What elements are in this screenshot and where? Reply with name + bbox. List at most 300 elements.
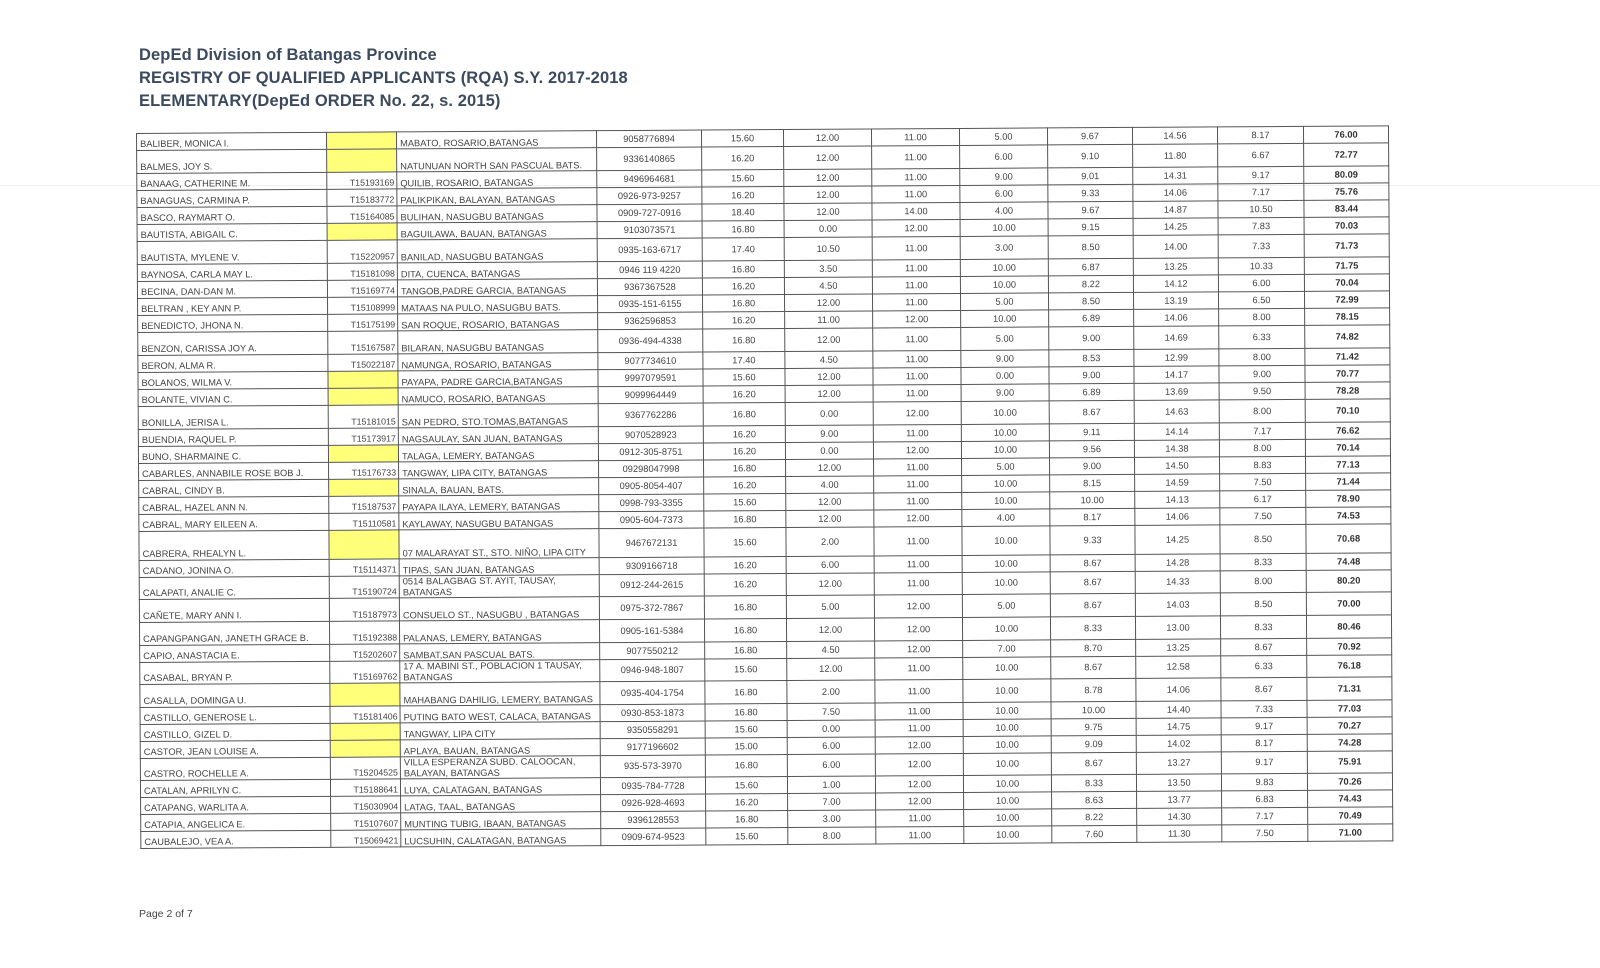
total-score-cell: 71.44 (1306, 473, 1391, 491)
score-cell-2: 11.00 (785, 311, 873, 329)
score-cell-7: 7.50 (1220, 507, 1306, 525)
applicant-name-cell: BECINA, DAN-DAN M. (137, 280, 327, 298)
score-cell-3: 12.00 (873, 441, 961, 459)
score-cell-7: 7.17 (1222, 807, 1308, 825)
contact-number-cell: 9070528923 (598, 426, 703, 444)
score-cell-4: 5.00 (962, 458, 1050, 476)
score-cell-2: 12.00 (784, 294, 872, 312)
contact-number-cell: 0912-244-2615 (599, 574, 704, 597)
application-code-cell (330, 740, 400, 757)
address-cell: DITA, CUENCA, BATANGAS (397, 262, 597, 280)
score-cell-3: 12.00 (873, 401, 961, 425)
contact-number-cell: 0936-494-4338 (598, 329, 703, 353)
score-cell-7: 8.00 (1219, 348, 1305, 366)
score-cell-2: 4.50 (784, 277, 872, 295)
score-cell-6: 14.13 (1135, 491, 1220, 509)
address-cell: TANGWAY, LIPA CITY, BATANGAS (399, 461, 599, 479)
score-cell-2: 3.00 (788, 810, 876, 828)
score-cell-3: 11.00 (872, 276, 960, 294)
score-cell-2: 2.00 (786, 527, 874, 557)
score-cell-7: 7.33 (1218, 234, 1304, 258)
score-cell-2: 10.50 (784, 237, 872, 261)
applicant-name-cell: BAUTISTA, ABIGAIL C. (137, 223, 327, 241)
score-cell-1: 16.80 (705, 681, 787, 705)
applicant-name-cell: CASTRO, ROCHELLE A. (140, 757, 330, 780)
score-cell-2: 0.00 (785, 442, 873, 460)
applicant-name-cell: BOLANTE, VIVIAN C. (138, 388, 328, 406)
total-score-cell: 70.03 (1304, 217, 1389, 235)
application-code-cell (328, 371, 398, 388)
application-code-cell: T15181406 (330, 706, 400, 723)
total-score-cell: 78.90 (1306, 490, 1391, 508)
address-cell: CONSUELO ST., NASUGBU , BATANGAS (399, 597, 599, 621)
score-cell-2: 0.00 (787, 720, 875, 738)
score-cell-7: 8.00 (1219, 308, 1305, 326)
applicant-name-cell: CABRAL, MARY EILEEN A. (139, 513, 329, 531)
score-cell-7: 6.17 (1220, 490, 1306, 508)
score-cell-7: 8.50 (1220, 524, 1306, 554)
score-cell-3: 11.00 (876, 809, 964, 827)
address-cell: PAYAPA, PADRE GARCIA,BATANGAS (398, 370, 598, 388)
contact-number-cell: 9496964681 (597, 170, 702, 188)
contact-number-cell: 9362596853 (598, 312, 703, 330)
score-cell-2: 0.00 (784, 220, 872, 238)
applicant-name-cell: BONILLA, JERISA L. (138, 405, 328, 429)
score-cell-1: 15.00 (705, 738, 787, 756)
total-score-cell: 78.28 (1305, 382, 1390, 400)
applicant-name-cell: CATAPANG, WARLITA A. (141, 796, 331, 814)
score-cell-7: 7.33 (1221, 700, 1307, 718)
address-cell: LUCSUHIN, CALATAGAN, BATANGAS (401, 829, 601, 847)
applicant-name-cell: BALIBER, MONICA I. (137, 132, 327, 150)
score-cell-3: 14.00 (872, 202, 960, 220)
score-cell-3: 11.00 (872, 185, 960, 203)
score-cell-4: 10.00 (960, 219, 1048, 237)
score-cell-6: 14.00 (1133, 235, 1218, 259)
total-score-cell: 71.31 (1307, 677, 1392, 701)
score-cell-1: 16.20 (704, 574, 786, 597)
contact-number-cell: 0926-973-9257 (597, 187, 702, 205)
registry-table-wrapper (136, 125, 1393, 849)
contact-number-cell: 9103073571 (597, 221, 702, 239)
score-cell-6: 14.87 (1133, 201, 1218, 219)
score-cell-1: 15.60 (701, 130, 783, 148)
total-score-cell: 71.00 (1308, 824, 1393, 842)
contact-number-cell: 0935-163-6717 (597, 238, 702, 262)
total-score-cell: 70.26 (1307, 773, 1392, 791)
score-cell-4: 5.00 (961, 327, 1049, 351)
address-cell: MAHABANG DAHILIG, LEMERY, BATANGAS (400, 682, 600, 706)
score-cell-1: 17.40 (702, 238, 784, 262)
contact-number-cell: 9396128553 (601, 811, 706, 829)
application-code-cell: T15176733 (329, 462, 399, 479)
score-cell-4: 10.00 (963, 679, 1051, 703)
score-cell-6: 14.06 (1133, 184, 1218, 202)
total-score-cell: 74.28 (1307, 734, 1392, 752)
score-cell-3: 11.00 (875, 719, 963, 737)
score-cell-7: 7.83 (1218, 217, 1304, 235)
score-cell-6: 14.06 (1134, 309, 1219, 327)
contact-number-cell: 0998-793-3355 (599, 494, 704, 512)
score-cell-6: 14.12 (1133, 275, 1218, 293)
applicant-name-cell: BAYNOSA, CARLA MAY L. (137, 263, 327, 281)
application-code-cell (330, 723, 400, 740)
score-cell-3: 11.00 (875, 657, 963, 680)
score-cell-5: 9.75 (1051, 718, 1136, 736)
application-code-cell: T15187537 (329, 496, 399, 513)
score-cell-4: 10.00 (964, 826, 1052, 844)
score-cell-3: 12.00 (875, 753, 963, 776)
score-cell-3: 11.00 (873, 327, 961, 351)
contact-number-cell: 9367762286 (598, 403, 703, 427)
score-cell-6: 11.80 (1133, 144, 1218, 168)
contact-number-cell: 0935-784-7728 (600, 777, 705, 795)
score-cell-3: 11.00 (875, 679, 963, 703)
application-code-cell: T15175199 (328, 314, 398, 331)
score-cell-5: 8.22 (1052, 808, 1137, 826)
address-cell: BULIHAN, NASUGBU BATANGAS (397, 205, 597, 223)
score-cell-7: 8.33 (1220, 553, 1306, 571)
score-cell-4: 10.00 (964, 809, 1052, 827)
applicant-name-cell: BENEDICTO, JHONA N. (138, 314, 328, 332)
applicant-name-cell: BUNO, SHARMAINE C. (138, 445, 328, 463)
applicant-name-cell: CABARLES, ANNABILE ROSE BOB J. (139, 462, 329, 480)
score-cell-6: 14.06 (1136, 678, 1221, 702)
score-cell-7: 7.50 (1220, 473, 1306, 491)
application-code-cell: T15202607 (330, 644, 400, 661)
score-cell-6: 14.56 (1132, 127, 1217, 145)
total-score-cell: 76.00 (1303, 126, 1388, 144)
score-cell-2: 4.50 (787, 641, 875, 659)
total-score-cell: 70.27 (1307, 717, 1392, 735)
score-cell-1: 15.60 (704, 494, 786, 512)
document-header (139, 44, 628, 113)
score-cell-2: 12.00 (784, 186, 872, 204)
score-cell-7: 8.33 (1220, 615, 1306, 639)
application-code-cell: T15107607 (331, 813, 401, 830)
contact-number-cell: 9336140865 (597, 147, 702, 171)
application-code-cell: T15164085 (327, 206, 397, 223)
score-cell-5: 8.33 (1050, 616, 1135, 640)
score-cell-3: 11.00 (873, 424, 961, 442)
score-cell-4: 5.00 (960, 293, 1048, 311)
score-cell-7: 6.67 (1218, 143, 1304, 167)
applicant-name-cell: CAPANGPANGAN, JANETH GRACE B. (139, 621, 329, 645)
score-cell-1: 16.80 (703, 329, 785, 353)
address-cell: LATAG, TAAL, BATANGAS (401, 795, 601, 813)
contact-number-cell: 0935-404-1754 (600, 681, 705, 705)
address-cell: SINALA, BAUAN, BATS. (399, 478, 599, 496)
score-cell-1: 16.80 (705, 755, 787, 778)
score-cell-7: 6.33 (1219, 325, 1305, 349)
score-cell-4: 4.00 (960, 202, 1048, 220)
score-cell-1: 16.80 (705, 642, 787, 660)
registry-table (136, 125, 1393, 849)
score-cell-1: 16.20 (706, 794, 788, 812)
score-cell-7: 9.17 (1221, 717, 1307, 735)
applicant-name-cell: CADANO, JONINA O. (139, 559, 329, 577)
score-cell-7: 7.50 (1222, 824, 1308, 842)
score-cell-2: 12.00 (785, 368, 873, 386)
score-cell-3: 11.00 (874, 555, 962, 573)
score-cell-6: 13.50 (1136, 774, 1221, 792)
score-cell-5: 9.67 (1048, 201, 1133, 219)
score-cell-3: 12.00 (872, 219, 960, 237)
total-score-cell: 75.91 (1307, 751, 1392, 774)
contact-number-cell: 9077734610 (598, 352, 703, 370)
total-score-cell: 71.75 (1304, 257, 1389, 275)
score-cell-5: 8.63 (1052, 791, 1137, 809)
score-cell-1: 15.60 (702, 170, 784, 188)
score-cell-2: 12.00 (784, 146, 872, 170)
address-cell: PAYAPA ILAYA, LEMERY, BATANGAS (399, 495, 599, 513)
score-cell-6: 13.69 (1134, 383, 1219, 401)
total-score-cell: 76.18 (1307, 655, 1392, 678)
address-cell: TALAGA, LEMERY, BATANGAS (398, 444, 598, 462)
score-cell-7: 8.00 (1219, 439, 1305, 457)
total-score-cell: 77.03 (1307, 700, 1392, 718)
contact-number-cell: 09298047998 (599, 460, 704, 478)
total-score-cell: 74.48 (1306, 553, 1391, 571)
score-cell-7: 8.00 (1220, 570, 1306, 593)
applicant-name-cell: BOLANOS, WILMA V. (138, 371, 328, 389)
total-score-cell: 70.68 (1306, 524, 1391, 554)
division-title: DepEd Division of Batangas Province (139, 46, 437, 64)
score-cell-6: 14.14 (1134, 423, 1219, 441)
score-cell-6: 11.30 (1137, 825, 1222, 843)
score-cell-7: 8.00 (1219, 399, 1305, 423)
address-cell: PUTING BATO WEST, CALACA, BATANGAS (400, 705, 600, 723)
application-code-cell (329, 479, 399, 496)
score-cell-4: 3.00 (960, 236, 1048, 260)
application-code-cell: T15169774 (327, 280, 397, 297)
score-cell-2: 4.50 (785, 351, 873, 369)
score-cell-3: 11.00 (872, 236, 960, 260)
score-cell-6: 14.25 (1133, 218, 1218, 236)
total-score-cell: 72.77 (1304, 143, 1389, 167)
address-cell: VILLA ESPERANZA SUBD. CALOOCAN, BALAYAN, BATANGAS (400, 756, 600, 779)
score-cell-4: 0.00 (961, 367, 1049, 385)
score-cell-1: 15.60 (706, 828, 788, 846)
contact-number-cell: 0905-8054-407 (599, 477, 704, 495)
application-code-cell: T15187973 (329, 598, 399, 621)
score-cell-4: 10.00 (962, 475, 1050, 493)
score-cell-2: 12.00 (786, 573, 874, 596)
total-score-cell: 71.73 (1304, 234, 1389, 258)
score-cell-5: 8.17 (1050, 508, 1135, 526)
score-cell-7: 6.83 (1222, 790, 1308, 808)
applicant-name-cell: CASTOR, JEAN LOUISE A. (140, 740, 330, 758)
applicant-name-cell: BERON, ALMA R. (138, 354, 328, 372)
score-cell-1: 16.20 (704, 557, 786, 575)
score-cell-3: 11.00 (874, 526, 962, 556)
score-cell-3: 11.00 (875, 702, 963, 720)
address-cell: SAN ROQUE, ROSARIO, BATANGAS (398, 313, 598, 331)
score-cell-1: 15.60 (705, 777, 787, 795)
address-cell: BANILAD, NASUGBU BATANGAS (397, 239, 597, 263)
score-cell-1: 16.20 (703, 386, 785, 404)
score-cell-7: 6.50 (1218, 291, 1304, 309)
score-cell-5: 9.56 (1049, 440, 1134, 458)
score-cell-2: 7.50 (787, 703, 875, 721)
application-code-cell: T15192388 (329, 621, 399, 644)
score-cell-5: 9.00 (1049, 326, 1134, 350)
contact-number-cell: 0926-928-4693 (601, 794, 706, 812)
address-cell: TANGOB,PADRE GARCIA, BATANGAS (397, 279, 597, 297)
address-cell: BAGUILAWA, BAUAN, BATANGAS (397, 222, 597, 240)
application-code-cell (326, 132, 396, 149)
score-cell-6: 12.58 (1136, 656, 1221, 679)
score-cell-6: 14.63 (1134, 400, 1219, 424)
address-cell: PALANAS, LEMERY, BATANGAS (399, 620, 599, 644)
application-code-cell: T15173917 (328, 428, 398, 445)
application-code-cell: T15220957 (327, 240, 397, 263)
applicant-name-cell: CABRERA, RHEALYN L. (139, 530, 329, 560)
score-cell-5: 9.09 (1051, 735, 1136, 753)
score-cell-3: 12.00 (874, 594, 962, 618)
score-cell-7: 10.33 (1218, 257, 1304, 275)
contact-number-cell: 0912-305-8751 (598, 443, 703, 461)
score-cell-5: 8.50 (1048, 292, 1133, 310)
score-cell-4: 10.00 (963, 736, 1051, 754)
page-number: Page 2 of 7 (139, 908, 193, 920)
score-cell-3: 11.00 (874, 475, 962, 493)
address-cell: NAMUNGA, ROSARIO, BATANGAS (398, 353, 598, 371)
score-cell-3: 11.00 (872, 145, 960, 169)
applicant-name-cell: CABRAL, HAZEL ANN N. (139, 496, 329, 514)
applicant-name-cell: CASTILLO, GIZEL D. (140, 723, 330, 741)
score-cell-2: 12.00 (785, 328, 873, 352)
score-cell-6: 14.59 (1135, 474, 1220, 492)
score-cell-5: 9.11 (1049, 423, 1134, 441)
score-cell-1: 15.60 (704, 528, 786, 558)
contact-number-cell: 0909-727-0916 (597, 204, 702, 222)
score-cell-7: 9.17 (1221, 751, 1307, 774)
contact-number-cell: 0975-372-7867 (599, 596, 704, 620)
score-cell-4: 10.00 (960, 276, 1048, 294)
score-cell-2: 12.00 (786, 618, 874, 642)
score-cell-1: 16.20 (702, 278, 784, 296)
application-code-cell: T15190724 (329, 576, 399, 598)
score-cell-7: 9.50 (1219, 382, 1305, 400)
contact-number-cell: 0946-948-1807 (600, 659, 705, 682)
total-score-cell: 70.04 (1304, 274, 1389, 292)
score-cell-3: 12.00 (875, 736, 963, 754)
score-cell-5: 8.67 (1050, 554, 1135, 572)
score-cell-2: 12.00 (787, 658, 875, 681)
score-cell-5: 8.67 (1051, 752, 1136, 775)
contact-number-cell: 0905-604-7373 (599, 511, 704, 529)
address-cell: BILARAN, NASUGBU BATANGAS (398, 330, 598, 354)
application-code-cell: T15114371 (329, 559, 399, 576)
score-cell-6: 14.50 (1135, 457, 1220, 475)
score-cell-6: 14.31 (1133, 167, 1218, 185)
applicant-name-cell: CASALLA, DOMINGA U. (140, 683, 330, 707)
score-cell-7: 7.17 (1219, 422, 1305, 440)
score-cell-3: 11.00 (872, 259, 960, 277)
score-cell-2: 5.00 (786, 595, 874, 619)
applicant-name-cell: CABRAL, CINDY B. (139, 479, 329, 497)
score-cell-6: 14.17 (1134, 366, 1219, 384)
score-cell-6: 14.30 (1137, 808, 1222, 826)
score-cell-2: 9.00 (785, 425, 873, 443)
address-cell: KAYLAWAY, NASUGBU BATANGAS (399, 512, 599, 530)
total-score-cell: 83.44 (1304, 200, 1389, 218)
score-cell-1: 16.20 (702, 147, 784, 171)
score-cell-5: 6.89 (1049, 309, 1134, 327)
address-cell: APLAYA, BAUAN, BATANGAS (400, 739, 600, 757)
score-cell-1: 16.80 (705, 704, 787, 722)
application-code-cell (330, 683, 400, 706)
total-score-cell: 75.76 (1304, 183, 1389, 201)
application-code-cell: T15108999 (328, 297, 398, 314)
application-code-cell: T15183772 (327, 189, 397, 206)
total-score-cell: 80.09 (1304, 166, 1389, 184)
application-code-cell (328, 445, 398, 462)
score-cell-5: 9.01 (1048, 167, 1133, 185)
score-cell-4: 10.00 (961, 441, 1049, 459)
address-cell: MUNTING TUBIG, IBAAN, BATANGAS (401, 812, 601, 830)
contact-number-cell: 9177196602 (600, 738, 705, 756)
address-cell: MABATO, ROSARIO,BATANGAS (396, 131, 596, 149)
score-cell-4: 10.00 (961, 424, 1049, 442)
total-score-cell: 70.77 (1305, 365, 1390, 383)
contact-number-cell: 9350558291 (600, 721, 705, 739)
score-cell-6: 13.27 (1136, 752, 1221, 775)
contact-number-cell: 9997079591 (598, 369, 703, 387)
address-cell: 17 A. MABINI ST., POBLACION 1 TAUSAY, BATANGAS (400, 660, 600, 683)
score-cell-2: 8.00 (788, 827, 876, 845)
score-cell-5: 8.70 (1051, 639, 1136, 657)
applicant-name-cell: BELTRAN , KEY ANN P. (138, 297, 328, 315)
score-cell-1: 16.80 (704, 511, 786, 529)
total-score-cell: 70.92 (1307, 638, 1392, 656)
contact-number-cell: 9309166718 (599, 557, 704, 575)
score-cell-4: 10.00 (963, 775, 1051, 793)
score-cell-3: 11.00 (873, 367, 961, 385)
score-cell-3: 11.00 (874, 458, 962, 476)
score-cell-3: 12.00 (875, 775, 963, 793)
score-cell-5: 6.87 (1048, 258, 1133, 276)
total-score-cell: 80.46 (1306, 615, 1391, 639)
score-cell-3: 11.00 (874, 492, 962, 510)
score-cell-5: 9.00 (1049, 366, 1134, 384)
score-cell-2: 12.00 (783, 129, 871, 147)
application-code-cell: T15193169 (327, 172, 397, 189)
score-cell-6: 14.03 (1135, 593, 1220, 617)
score-cell-4: 10.00 (963, 702, 1051, 720)
score-cell-5: 6.89 (1049, 383, 1134, 401)
application-code-cell (327, 223, 397, 240)
score-cell-2: 6.00 (787, 737, 875, 755)
score-cell-6: 14.33 (1135, 571, 1220, 594)
contact-number-cell: 9077550212 (600, 642, 705, 660)
total-score-cell: 70.49 (1308, 807, 1393, 825)
total-score-cell: 74.43 (1308, 790, 1393, 808)
address-cell: NAMUCO, ROSARIO, BATANGAS (398, 387, 598, 405)
score-cell-2: 0.00 (785, 402, 873, 426)
score-cell-4: 10.00 (961, 401, 1049, 425)
score-cell-3: 11.00 (873, 350, 961, 368)
score-cell-4: 6.00 (960, 145, 1048, 169)
score-cell-1: 17.40 (703, 352, 785, 370)
score-cell-5: 9.33 (1050, 525, 1135, 555)
score-cell-3: 11.00 (874, 572, 962, 595)
score-cell-5: 8.22 (1048, 275, 1133, 293)
score-cell-1: 16.80 (704, 619, 786, 643)
score-cell-4: 10.00 (962, 492, 1050, 510)
address-cell: PALIKPIKAN, BALAYAN, BATANGAS (397, 188, 597, 206)
